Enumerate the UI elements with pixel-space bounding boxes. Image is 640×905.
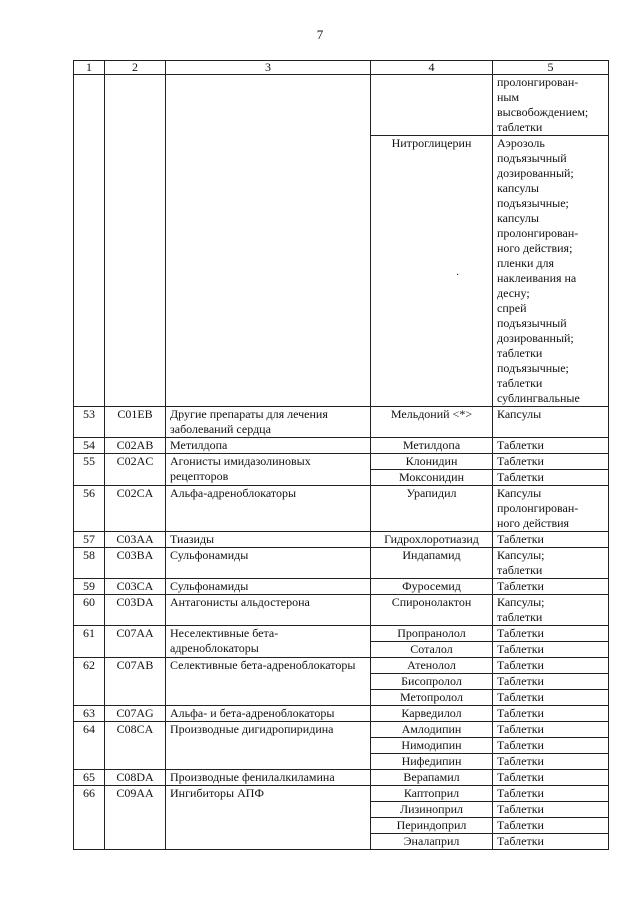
cell-drug: Метопролол [371, 690, 493, 706]
cell-group: Ингибиторы АПФ [166, 786, 371, 850]
form-line: таблетки [497, 346, 543, 360]
cell-form: Таблетки [493, 786, 609, 802]
cell-number: 58 [74, 548, 105, 579]
cell-form: Таблетки [493, 658, 609, 674]
cell-number: 64 [74, 722, 105, 770]
cell-form: Таблетки [493, 454, 609, 470]
col-header-3: 3 [166, 61, 371, 75]
cell-group: Альфа- и бета-адреноблокаторы [166, 706, 371, 722]
cell-drug: Моксонидин [371, 470, 493, 486]
table-row [74, 722, 609, 738]
cell-number: 55 [74, 454, 105, 486]
cell-form: Таблетки [493, 642, 609, 658]
form-line: подъязычный [497, 151, 567, 165]
cell-code: C01EB [105, 407, 166, 438]
cell-code: C07AB [105, 658, 166, 706]
col-header-1: 1 [74, 61, 105, 75]
table-row [74, 486, 609, 532]
cell-group: Альфа-адреноблокаторы [166, 486, 371, 532]
table-row [74, 454, 609, 470]
cell-form [493, 136, 609, 407]
table-row [74, 438, 609, 454]
table-header [74, 61, 609, 75]
cell-drug: Верапамил [371, 770, 493, 786]
cell-drug: Амлодипин [371, 722, 493, 738]
cell-drug: Периндоприл [371, 818, 493, 834]
cell-drug: Мельдоний <*> [371, 407, 493, 438]
form-line: пролонгирован- [497, 501, 579, 515]
form-line: пленки для [497, 256, 555, 270]
cell-group: Метилдопа [166, 438, 371, 454]
cell-drug: Нимодипин [371, 738, 493, 754]
cell-number: 53 [74, 407, 105, 438]
form-line: Капсулы; [497, 595, 545, 609]
table-body [74, 75, 609, 850]
cell-drug: Эналаприл [371, 834, 493, 850]
form-line: капсулы [497, 181, 539, 195]
cell-number [74, 75, 105, 407]
form-line: ного действия [497, 516, 570, 530]
form-line: таблетки [497, 563, 543, 577]
form-line: дозированный; [497, 331, 574, 345]
cell-form: Таблетки [493, 802, 609, 818]
form-line: спрей [497, 301, 527, 315]
cell-number: 65 [74, 770, 105, 786]
col-header-4: 4 [371, 61, 493, 75]
form-line: пролонгирован- [497, 226, 579, 240]
cell-group: Тиазиды [166, 532, 371, 548]
table-row [74, 626, 609, 642]
cell-number: 60 [74, 595, 105, 626]
cell-drug: Атенолол [371, 658, 493, 674]
cell-drug: Фуросемид [371, 579, 493, 595]
stray-mark: · [456, 270, 460, 281]
cell-drug: Гидрохлоротиазид [371, 532, 493, 548]
col-header-5: 5 [493, 61, 609, 75]
cell-number: 54 [74, 438, 105, 454]
cell-form: Таблетки [493, 532, 609, 548]
form-line: подъязычные; [497, 361, 569, 375]
cell-form: Таблетки [493, 722, 609, 738]
cell-group: Антагонисты альдостерона [166, 595, 371, 626]
cell-group: Селективные бета-адреноблокаторы [166, 658, 371, 706]
cell-form: Таблетки [493, 438, 609, 454]
form-line: Капсулы [497, 486, 542, 500]
cell-form: Таблетки [493, 770, 609, 786]
form-line: пролонгирован- [497, 75, 579, 89]
cell-drug: Клонидин [371, 454, 493, 470]
cell-code [105, 75, 166, 407]
cell-group: Неселективные бета-адреноблокаторы [166, 626, 371, 658]
cell-form: Таблетки [493, 626, 609, 642]
table-row [74, 658, 609, 674]
cell-code: C03DA [105, 595, 166, 626]
cell-form: Таблетки [493, 706, 609, 722]
table-row [74, 532, 609, 548]
form-line: подъязычные; [497, 196, 569, 210]
cell-code: C03CA [105, 579, 166, 595]
page-number: 7 [316, 27, 324, 42]
cell-form [493, 75, 609, 136]
cell-number: 59 [74, 579, 105, 595]
cell-code: C02AC [105, 454, 166, 486]
table-row [74, 75, 609, 136]
form-line: таблетки [497, 610, 543, 624]
form-line: Капсулы; [497, 548, 545, 562]
form-line: капсулы [497, 211, 539, 225]
cell-code: C03BA [105, 548, 166, 579]
cell-code: C03AA [105, 532, 166, 548]
cell-number: 57 [74, 532, 105, 548]
table-row [74, 548, 609, 579]
form-line: ного действия; [497, 241, 573, 255]
cell-group: Сульфонамиды [166, 579, 371, 595]
cell-group: Сульфонамиды [166, 548, 371, 579]
cell-drug: Нитроглицерин [371, 136, 493, 407]
cell-code: C08DA [105, 770, 166, 786]
cell-code: C02CA [105, 486, 166, 532]
cell-drug: Урапидил [371, 486, 493, 532]
cell-form [493, 595, 609, 626]
cell-drug: Каптоприл [371, 786, 493, 802]
table-row [74, 579, 609, 595]
cell-drug: Бисопролол [371, 674, 493, 690]
cell-form: Таблетки [493, 470, 609, 486]
cell-form: Таблетки [493, 818, 609, 834]
table-row [74, 407, 609, 438]
cell-number: 61 [74, 626, 105, 658]
form-line: таблетки [497, 376, 543, 390]
form-line: таблетки [497, 120, 543, 134]
cell-drug: Метилдопа [371, 438, 493, 454]
cell-form [493, 548, 609, 579]
table-row [74, 706, 609, 722]
cell-code: C02AB [105, 438, 166, 454]
cell-group: Агонисты имидазолиновых рецепторов [166, 454, 371, 486]
cell-form: Таблетки [493, 690, 609, 706]
cell-number: 63 [74, 706, 105, 722]
cell-group: Производные фенилалкиламина [166, 770, 371, 786]
cell-drug: Лизиноприл [371, 802, 493, 818]
form-line: ным [497, 90, 520, 104]
cell-drug: Пропранолол [371, 626, 493, 642]
cell-code: C09AA [105, 786, 166, 850]
cell-drug: Нифедипин [371, 754, 493, 770]
cell-form: Таблетки [493, 674, 609, 690]
form-line: высвобождением; [497, 105, 589, 119]
cell-drug: Индапамид [371, 548, 493, 579]
cell-form: Таблетки [493, 738, 609, 754]
cell-code: C08CA [105, 722, 166, 770]
cell-drug [371, 75, 493, 136]
cell-number: 62 [74, 658, 105, 706]
col-header-2: 2 [105, 61, 166, 75]
table-row [74, 770, 609, 786]
form-line: дозированный; [497, 166, 574, 180]
form-line: наклеивания на [497, 271, 577, 285]
form-line: сублингвальные [497, 391, 580, 405]
form-line: десну; [497, 286, 530, 300]
cell-form [493, 486, 609, 532]
table-row [74, 786, 609, 802]
cell-group [166, 75, 371, 407]
cell-code: C07AA [105, 626, 166, 658]
cell-drug: Спиронолактон [371, 595, 493, 626]
cell-form: Таблетки [493, 834, 609, 850]
cell-group: Производные дигидропиридина [166, 722, 371, 770]
cell-number: 56 [74, 486, 105, 532]
cell-drug: Соталол [371, 642, 493, 658]
cell-code: C07AG [105, 706, 166, 722]
cell-form: Таблетки [493, 754, 609, 770]
cell-form: Таблетки [493, 579, 609, 595]
drug-table [73, 60, 609, 850]
cell-form: Капсулы [493, 407, 609, 438]
form-line: Аэрозоль [497, 136, 545, 150]
cell-group: Другие препараты для лечения заболеваний сердца [166, 407, 371, 438]
form-line: подъязычный [497, 316, 567, 330]
cell-number: 66 [74, 786, 105, 850]
cell-drug: Карведилол [371, 706, 493, 722]
table-row [74, 595, 609, 626]
